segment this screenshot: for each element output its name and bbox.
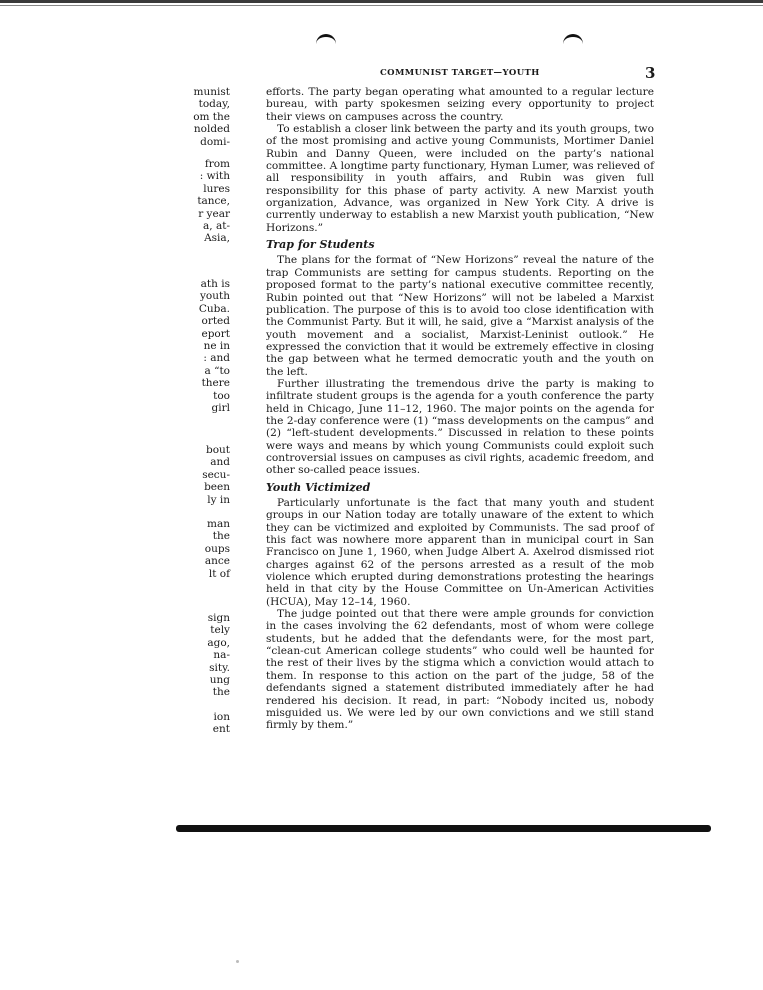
paragraph: efforts. The party began operating what amounted to a regular lecture bureau, with party spokesmen seizing every opportunity to project their views on campuses across the country. [266, 86, 654, 123]
paragraph: The plans for the format of “New Horizons” reveal the nature of the trap Communists are setting for campus students. Reporting on the proposed format to the party’s national executive committee recently, Rubin pointed out that “New Horizons” will not be labeled a Marxist publication. The purpose of this is to avoid too close identification with the Communist Party. But it will, he said, give a “Marxist analysis of the youth movement and a socialist, Marxist-Leninist outlook.” He expressed the conviction that it would be extremely effective in closing the gap between what he termed democratic youth and the youth on the left. [266, 254, 654, 378]
binder-hole-mark [563, 34, 583, 49]
page-number: 3 [645, 64, 656, 82]
paragraph: Particularly unfortunate is the fact that many youth and student groups in our Nation today are totally unaware of the extent to which they can be victimized and exploited by Communists. The sad proof of this fact was nowhere more apparent than in municipal court in San Francisco on June 1, 1960, when Judge Albert A. Axelrod dismissed riot charges against 62 of the persons arrested as a result of the mob violence which erupted during demonstrations protesting the hearings held in that city by the House Committee on Un-American Activities (HCUA), May 12–14, 1960. [266, 497, 654, 608]
left-column-fragment-4: sign tely ago, na- sity. ung the ion ent [207, 612, 230, 736]
scan-speck [236, 960, 239, 963]
article-body [266, 86, 654, 732]
scan-top-edge-shadow [0, 5, 763, 6]
left-column-fragment-3: bout and secu- been ly in man the oups ance lt of [202, 444, 230, 580]
scan-top-edge [0, 0, 763, 3]
section-heading: Youth Victimized [266, 480, 371, 494]
paragraph: The judge pointed out that there were ample grounds for conviction in the cases involving the 62 defendants, most of whom were college students, but he added that the defendants were, for the most part, “clean-cut American college students” who could well be haunted for the rest of their lives by the stigma which a conviction would attach to them. In response to this action on the part of the judge, 58 of the defendants signed a statement distributed immediately after he had rendered his decision. It read, in part: “Nobody incited us, nobody misguided us. We were led by our own convictions and we still stand firmly by them.” [266, 608, 654, 732]
bottom-rule [176, 825, 711, 832]
binder-hole-mark [316, 34, 336, 49]
section-heading: Trap for Students [266, 238, 375, 252]
paragraph: Further illustrating the tremendous drive the party is making to infiltrate student groups is the agenda for a youth conference the party held in Chicago, June 11–12, 1960. The major points on the agenda for the 2-day conference were (1) “mass developments on the campus” and (2) “left-student developments.” Discussed in relation to these points were ways and means by which young Communists could exploit such controversial issues on campuses as civil rights, academic freedom, and other so-called peace issues. [266, 377, 654, 477]
left-column-fragment-1: munist today, om the nolded domi- from : with lures tance, r year a, at- Asia, [193, 86, 230, 245]
paragraph: To establish a closer link between the party and its youth groups, two of the most promising and active young Communists, Mortimer Daniel Rubin and Danny Queen, were included on the party’s national committee. A longtime party functionary, Hyman Lumer, was relieved of all responsibility in youth affairs, and Rubin was given full responsibility for this phase of party activity. A new Marxist youth organization, Advance, was organized in New York City. A drive is currently underway to establish a new Marxist youth publication, “New Horizons.” [266, 123, 654, 234]
running-header: COMMUNIST TARGET—YOUTH [380, 68, 540, 78]
left-column-fragment-2: ath is youth Cuba. orted eport ne in : and a “to there too girl [198, 278, 230, 415]
